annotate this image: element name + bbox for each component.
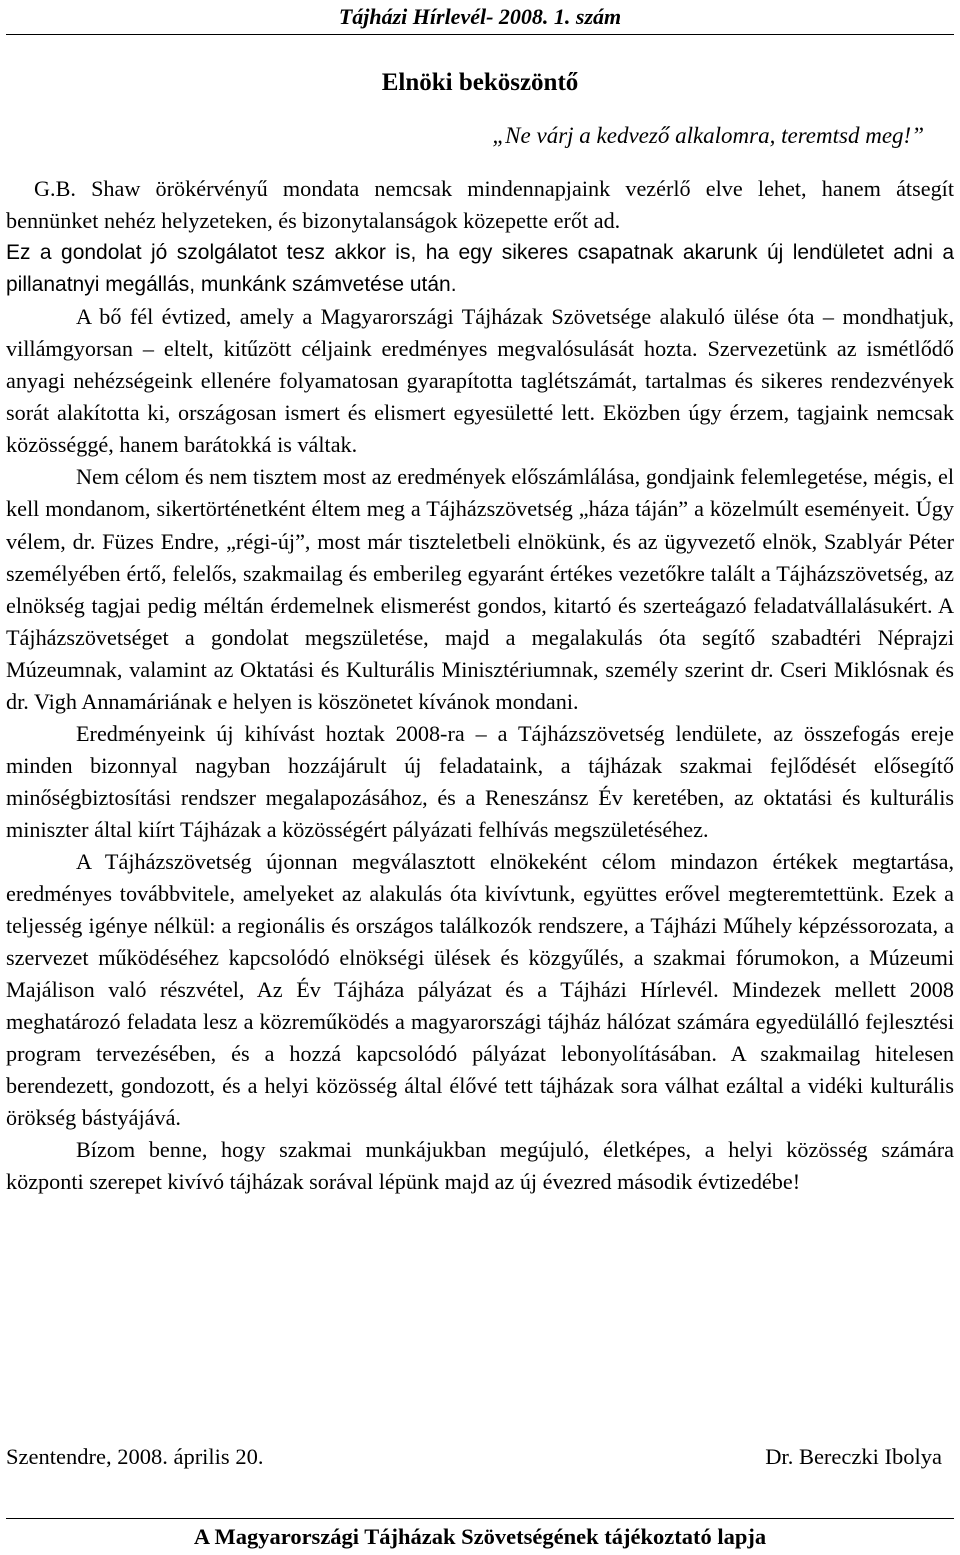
paragraph-3: A bő fél évtized, amely a Magyarországi Tájházak Szövetsége alakuló ülése óta – mondhatjuk, villámgyorsan – eltelt, kitűzött céljaink eredményes megvalósulását hozta. Szervezetünk az ismétlődő anyagi nehézségeink ellenére folyamatosan gyarapította taglétszámát, tartalmas és sikeres rendezvények sorát alakította ki, országosan ismert és elismert egyesületté lett. Eközben úgy érzem, tagjaink nemcsak közösséggé, hanem barátokká is váltak. bbox=[6, 304, 954, 458]
header-divider bbox=[6, 34, 954, 35]
author-signature: Dr. Bereczki Ibolya bbox=[765, 1444, 942, 1469]
paragraph-7: Bízom benne, hogy szakmai munkájukban megújuló, életképes, a helyi közösség számára központi szerepet kivívó tájházak sorával lépünk majd az új évezred második évtizedébe! bbox=[6, 1137, 954, 1195]
newsletter-header: Tájházi Hírlevél- 2008. 1. szám bbox=[338, 4, 622, 29]
newsletter-footer: A Magyarországi Tájházak Szövetségének tájékoztató lapja bbox=[193, 1524, 767, 1549]
paragraph-5: Eredményeink új kihívást hoztak 2008-ra – a Tájházszövetség lendülete, az összefogás ereje minden bizonnyal nagyban hozzájárult új feladataink, a tájházak szakmai fejlődését elősegítő minőségbiztosítási rendszer megalapozásához, és a Reneszánsz Év keretében, az oktatási és kulturális miniszter által kiírt Tájházak a közösségért pályázati felhívás megszületéséhez. bbox=[6, 720, 954, 842]
paragraph-6: A Tájházszövetség újonnan megválasztott elnökeként célom mindazon értékek megtartása, eredményes továbbvitele, amelyeket az alakulás óta kivívtunk, együttes erővel megteremtettünk. Ezek a teljesség igénye nélkül: a regionális és országos találkozók rendszere, a Tájházi Műhely képzéssorozata, a szervezet működéséhez kapcsolódó elnökségi ülések és közgyűlés, a szakmai fórumokon, a Múzeumi Majálison való részvétel, Az Év Tájháza pályázat és a Tájházi Hírlevél. Mindezek mellett 2008 meghatározó feladata lesz a közreműködés a magyarországi tájház hálózat számára egyedülálló fejlesztési program tervezésében, és a hozzá kapcsolódó pályázat lebonyolításában. A szakmailag hitelesen berendezett, gondozott, és a helyi közösség által élővé tett tájházak sora válhat ezáltal a vidéki kulturális örökség bástyájává. bbox=[6, 848, 954, 1131]
paragraph-2: Ez a gondolat jó szolgálatot tesz akkor is, ha egy sikeres csapatnak akarunk új lendületet adni a pillanatnyi megállás, munkánk számvetése után. bbox=[6, 241, 954, 297]
article-title: Elnöki beköszöntő bbox=[381, 69, 579, 96]
paragraph-4: Nem célom és nem tisztem most az eredmények előszámlálása, gondjaink felemlegetése, mégis, el kell mondanom, sikertörténetként éltem meg a Tájházszövetség „háza táján” a közelmúlt eseményeit. Úgy vélem, dr. Füzes Endre, „régi-új”, most már tiszteletbeli elnökünk, és az ügyvezető elnök, Szablyár Péter személyében értő, felelős, szakmailag és emberileg egyaránt értékes vezetőkre talált a Tájházszövetség, az elnökség tagjai pedig méltán érdemelnek elismerést gondos, kitartó és szerteágazó feladatvállalásukért. A Tájházszövetséget a gondolat megszületése, majd a megalakulás óta segítő szabadtéri Néprajzi Múzeumnak, valamint az Oktatási és Kulturális Minisztériumnak, személy szerint dr. Cseri Miklósnak és dr. Vigh Annamáriának e helyen is köszönetet kívánok mondani. bbox=[6, 464, 954, 714]
article-body bbox=[6, 173, 954, 1199]
article-motto: „Ne várj a kedvező alkalomra, teremtsd meg!” bbox=[492, 123, 924, 148]
place-date: Szentendre, 2008. április 20. bbox=[6, 1444, 264, 1469]
signature-row bbox=[6, 1442, 942, 1472]
footer-divider bbox=[6, 1518, 954, 1519]
paragraph-1: G.B. Shaw örökérvényű mondata nemcsak mindennapjaink vezérlő elve lehet, hanem átsegít bennünket nehéz helyzeteken, és bizonytalanságok közepette erőt ad. bbox=[6, 176, 954, 234]
